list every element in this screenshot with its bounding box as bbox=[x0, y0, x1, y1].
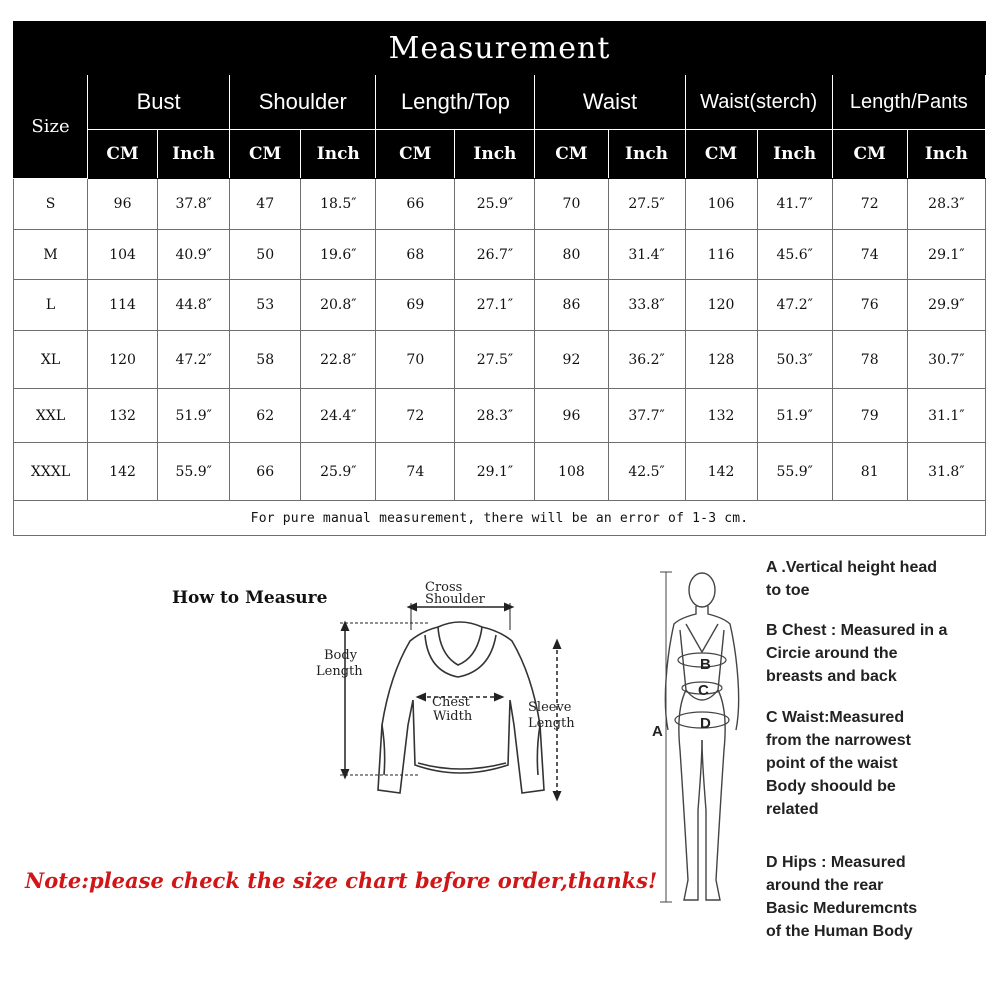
table-cell: 45.6″ bbox=[757, 230, 832, 280]
sleeve-length-label-1: Sleeve bbox=[528, 700, 572, 715]
table-cell: 44.8″ bbox=[158, 280, 230, 331]
table-cell: 36.2″ bbox=[608, 331, 685, 389]
legend-b-line: Circie around the bbox=[766, 645, 898, 662]
group-header-waist: Waist bbox=[535, 75, 685, 130]
table-cell: 74 bbox=[376, 443, 455, 501]
unit-header-row bbox=[14, 130, 986, 179]
group-header-length-pants: Length/Pants bbox=[832, 75, 985, 130]
table-cell: 30.7″ bbox=[907, 331, 985, 389]
table-cell: 55.9″ bbox=[158, 443, 230, 501]
size-label-cell: XXL bbox=[14, 389, 88, 443]
body-measure-figure bbox=[640, 560, 760, 920]
legend-d-line: of the Human Body bbox=[766, 923, 913, 940]
table-cell: 142 bbox=[88, 443, 158, 501]
legend-c-line: point of the waist bbox=[766, 755, 898, 772]
legend-c-line: Body shoould be bbox=[766, 778, 896, 795]
table-cell: 108 bbox=[535, 443, 608, 501]
table-row bbox=[14, 179, 986, 230]
size-label-cell: XXXL bbox=[14, 443, 88, 501]
sleeve-length-label-2: Length bbox=[528, 716, 575, 731]
legend-a bbox=[766, 556, 994, 602]
table-cell: 31.4″ bbox=[608, 230, 685, 280]
table-cell: 81 bbox=[832, 443, 907, 501]
marker-c: C bbox=[698, 682, 709, 699]
table-cell: 86 bbox=[535, 280, 608, 331]
legend-d-line: Basic Meduremcnts bbox=[766, 900, 918, 917]
legend-a-line: A .Vertical height head bbox=[766, 559, 938, 576]
legend-a-line: to toe bbox=[766, 582, 810, 599]
unit-header-cell: Inch bbox=[907, 130, 985, 179]
legend-b-line: B Chest : Measured in a bbox=[766, 622, 948, 639]
table-cell: 22.8″ bbox=[301, 331, 376, 389]
table-cell: 96 bbox=[88, 179, 158, 230]
table-cell: 96 bbox=[535, 389, 608, 443]
size-label-cell: S bbox=[14, 179, 88, 230]
table-row bbox=[14, 443, 986, 501]
table-cell: 66 bbox=[376, 179, 455, 230]
table-cell: 51.9″ bbox=[757, 389, 832, 443]
sweater-measure-diagram bbox=[300, 575, 600, 815]
table-cell: 47.2″ bbox=[158, 331, 230, 389]
unit-header-cell: Inch bbox=[757, 130, 832, 179]
size-chart-reminder: Note:please check the size chart before order,thanks! bbox=[25, 868, 658, 893]
size-label-cell: XL bbox=[14, 331, 88, 389]
table-cell: 120 bbox=[685, 280, 757, 331]
body-outline bbox=[665, 573, 738, 900]
table-cell: 69 bbox=[376, 280, 455, 331]
unit-header-cell: CM bbox=[685, 130, 757, 179]
table-cell: 29.1″ bbox=[455, 443, 535, 501]
table-cell: 120 bbox=[88, 331, 158, 389]
measurement-error-note: For pure manual measurement, there will be an error of 1-3 cm. bbox=[14, 501, 986, 536]
legend-d-line: D Hips : Measured bbox=[766, 854, 906, 871]
marker-a: A bbox=[652, 723, 663, 740]
table-cell: 29.1″ bbox=[907, 230, 985, 280]
body-length-label-1: Body bbox=[324, 648, 358, 663]
table-cell: 28.3″ bbox=[907, 179, 985, 230]
table-cell: 37.7″ bbox=[608, 389, 685, 443]
size-column-header: Size bbox=[14, 75, 88, 179]
table-cell: 18.5″ bbox=[301, 179, 376, 230]
unit-header-cell: Inch bbox=[455, 130, 535, 179]
size-label-cell: L bbox=[14, 280, 88, 331]
table-cell: 68 bbox=[376, 230, 455, 280]
table-cell: 114 bbox=[88, 280, 158, 331]
table-cell: 40.9″ bbox=[158, 230, 230, 280]
table-cell: 50.3″ bbox=[757, 331, 832, 389]
table-cell: 33.8″ bbox=[608, 280, 685, 331]
table-cell: 72 bbox=[376, 389, 455, 443]
table-cell: 41.7″ bbox=[757, 179, 832, 230]
table-cell: 31.1″ bbox=[907, 389, 985, 443]
unit-header-cell: CM bbox=[832, 130, 907, 179]
unit-header-cell: Inch bbox=[301, 130, 376, 179]
table-cell: 20.8″ bbox=[301, 280, 376, 331]
table-cell: 132 bbox=[88, 389, 158, 443]
table-cell: 55.9″ bbox=[757, 443, 832, 501]
table-cell: 24.4″ bbox=[301, 389, 376, 443]
group-header-shoulder: Shoulder bbox=[230, 75, 376, 130]
table-row bbox=[14, 389, 986, 443]
size-chart-table bbox=[13, 21, 986, 536]
unit-header-cell: CM bbox=[535, 130, 608, 179]
table-cell: 29.9″ bbox=[907, 280, 985, 331]
table-cell: 104 bbox=[88, 230, 158, 280]
table-cell: 27.5″ bbox=[455, 331, 535, 389]
table-cell: 25.9″ bbox=[455, 179, 535, 230]
table-cell: 28.3″ bbox=[455, 389, 535, 443]
body-length-label-2: Length bbox=[316, 664, 363, 679]
table-cell: 19.6″ bbox=[301, 230, 376, 280]
legend-d bbox=[766, 851, 994, 943]
table-cell: 79 bbox=[832, 389, 907, 443]
table-cell: 142 bbox=[685, 443, 757, 501]
table-cell: 132 bbox=[685, 389, 757, 443]
table-cell: 51.9″ bbox=[158, 389, 230, 443]
legend-b bbox=[766, 619, 994, 688]
chest-width-label-2: Width bbox=[433, 709, 473, 724]
group-header-bust: Bust bbox=[88, 75, 230, 130]
cross-shoulder-label-1: Cross bbox=[425, 580, 463, 595]
table-cell: 128 bbox=[685, 331, 757, 389]
table-cell: 78 bbox=[832, 331, 907, 389]
table-cell: 50 bbox=[230, 230, 301, 280]
group-header-length-top: Length/Top bbox=[376, 75, 535, 130]
table-cell: 92 bbox=[535, 331, 608, 389]
table-cell: 76 bbox=[832, 280, 907, 331]
table-cell: 27.1″ bbox=[455, 280, 535, 331]
unit-header-cell: CM bbox=[88, 130, 158, 179]
table-cell: 116 bbox=[685, 230, 757, 280]
table-cell: 58 bbox=[230, 331, 301, 389]
table-cell: 37.8″ bbox=[158, 179, 230, 230]
size-label-cell: M bbox=[14, 230, 88, 280]
table-cell: 47.2″ bbox=[757, 280, 832, 331]
table-cell: 53 bbox=[230, 280, 301, 331]
chest-width-label-1: Chest bbox=[432, 695, 470, 710]
table-cell: 42.5″ bbox=[608, 443, 685, 501]
table-cell: 62 bbox=[230, 389, 301, 443]
marker-d: D bbox=[700, 715, 711, 732]
legend-c-line: C Waist:Measured bbox=[766, 709, 905, 726]
unit-header-cell: Inch bbox=[158, 130, 230, 179]
table-cell: 80 bbox=[535, 230, 608, 280]
table-cell: 27.5″ bbox=[608, 179, 685, 230]
table-cell: 26.7″ bbox=[455, 230, 535, 280]
table-cell: 72 bbox=[832, 179, 907, 230]
legend-c-line: related bbox=[766, 801, 819, 818]
unit-header-cell: Inch bbox=[608, 130, 685, 179]
table-cell: 70 bbox=[535, 179, 608, 230]
table-title: Measurement bbox=[14, 22, 986, 75]
table-cell: 70 bbox=[376, 331, 455, 389]
how-to-measure-title: How to Measure bbox=[172, 588, 328, 608]
legend-d-line: around the rear bbox=[766, 877, 884, 894]
legend-c-line: from the narrowest bbox=[766, 732, 911, 749]
table-cell: 31.8″ bbox=[907, 443, 985, 501]
unit-header-cell: CM bbox=[230, 130, 301, 179]
legend-c bbox=[766, 706, 994, 821]
table-row bbox=[14, 331, 986, 389]
legend-b-line: breasts and back bbox=[766, 668, 897, 685]
unit-header-cell: CM bbox=[376, 130, 455, 179]
table-row bbox=[14, 280, 986, 331]
table-cell: 106 bbox=[685, 179, 757, 230]
table-cell: 47 bbox=[230, 179, 301, 230]
table-cell: 66 bbox=[230, 443, 301, 501]
table-cell: 74 bbox=[832, 230, 907, 280]
table-cell: 25.9″ bbox=[301, 443, 376, 501]
table-row bbox=[14, 230, 986, 280]
cross-shoulder-label-2: Shoulder bbox=[425, 592, 485, 607]
marker-b: B bbox=[700, 656, 711, 673]
group-header-waist-stretch: Waist(sterch) bbox=[685, 75, 832, 130]
